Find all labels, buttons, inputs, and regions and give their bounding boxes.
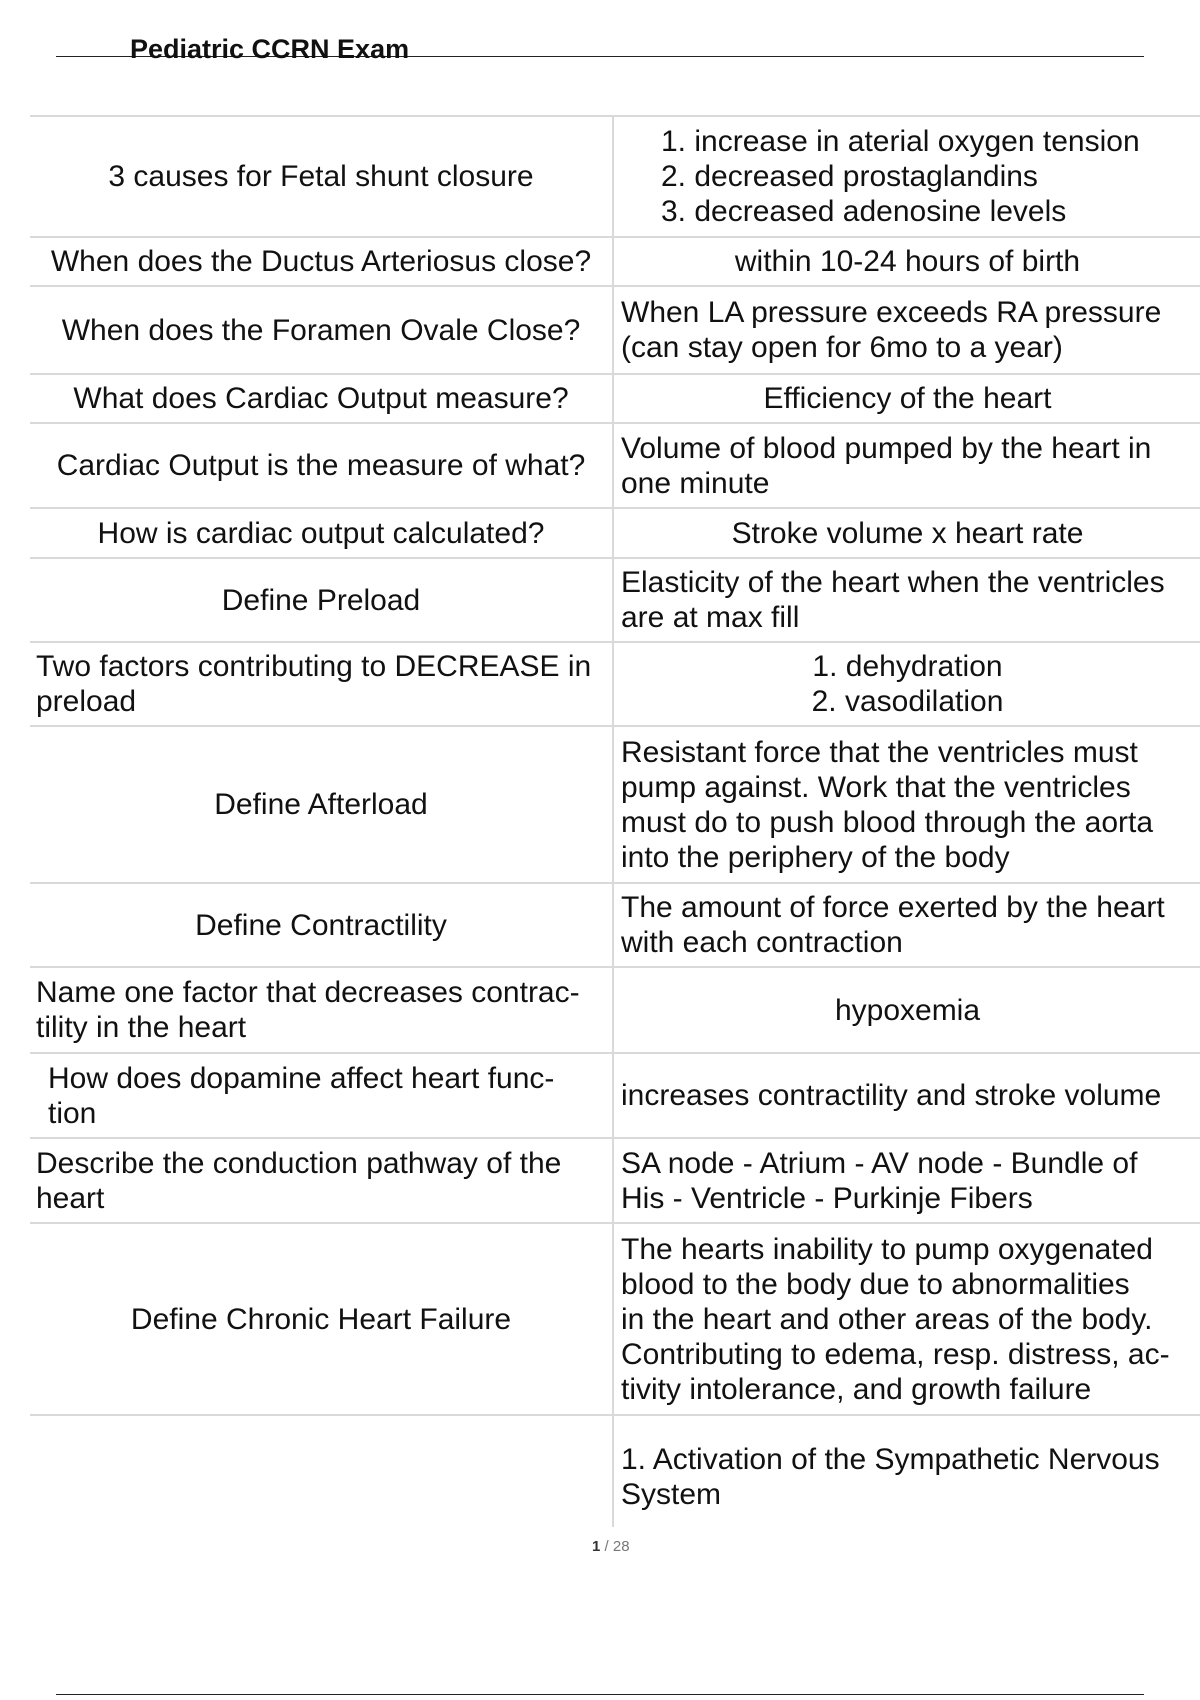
- table-row: [30, 507, 1200, 557]
- definition-line: Elasticity of the heart when the ventricles: [621, 566, 1165, 599]
- term-cell: Two factors contributing to DECREASE in preload: [30, 643, 614, 725]
- table-row: [30, 1222, 1200, 1414]
- term-cell: Define Chronic Heart Failure: [30, 1224, 614, 1414]
- table-row: [30, 557, 1200, 641]
- definition-line: 2. decreased prostaglandins: [661, 160, 1038, 193]
- term-cell: How is cardiac output calculated?: [30, 509, 614, 557]
- definition-line: tivity intolerance, and growth failure: [621, 1372, 1092, 1406]
- table-row: [30, 725, 1200, 882]
- page-header: [56, 28, 1144, 64]
- definition-cell: [614, 424, 1200, 507]
- page-total: / 28: [600, 1538, 630, 1555]
- definition-line: The amount of force exerted by the heart: [621, 891, 1165, 924]
- term-cell: How does dopamine affect heart func- tion: [30, 1054, 614, 1137]
- term-cell: 3 causes for Fetal shunt closure: [30, 117, 614, 236]
- definition-line: within 10-24 hours of birth: [734, 245, 1081, 278]
- term-cell: What does Cardiac Output measure?: [30, 375, 614, 422]
- definition-line: pump against. Work that the ventricles: [621, 770, 1131, 804]
- table-row: [30, 115, 1200, 236]
- term-cell: Describe the conduction pathway of the heart: [30, 1139, 614, 1222]
- definition-line: Resistant force that the ventricles must: [621, 735, 1138, 769]
- definition-cell: [614, 1054, 1200, 1137]
- definition-line: His - Ventricle - Purkinje Fibers: [621, 1181, 1033, 1215]
- definition-line: 3. decreased adenosine levels: [661, 195, 1067, 228]
- definition-line: The hearts inability to pump oxygenated: [621, 1232, 1153, 1266]
- table-row: [30, 285, 1200, 373]
- definition-line: Contributing to edema, resp. distress, ac-: [621, 1337, 1170, 1371]
- page-number: [592, 1538, 630, 1555]
- definition-line: Efficiency of the heart: [763, 382, 1052, 415]
- term-cell: Define Contractility: [30, 884, 614, 966]
- definition-line: 2. vasodilation: [811, 685, 1004, 718]
- definition-line: Stroke volume x heart rate: [731, 516, 1084, 550]
- definition-line: in the heart and other areas of the body.: [621, 1302, 1153, 1336]
- term-cell: When does the Ductus Arteriosus close?: [30, 238, 614, 285]
- term-cell: Name one factor that decreases contrac- tility in the heart: [30, 968, 614, 1052]
- definition-line: SA node - Atrium - AV node - Bundle of: [621, 1146, 1138, 1180]
- definition-line: hypoxemia: [834, 993, 981, 1027]
- definition-line: System: [621, 1478, 722, 1511]
- definition-cell: [614, 1416, 1200, 1527]
- definition-line: with each contraction: [621, 926, 903, 959]
- table-row: [30, 1414, 1200, 1527]
- definition-line: into the periphery of the body: [621, 840, 1010, 874]
- definition-cell: [614, 375, 1200, 422]
- term-cell: When does the Foramen Ovale Close?: [30, 287, 614, 373]
- page-current: 1: [592, 1538, 601, 1555]
- definition-cell: [614, 287, 1200, 373]
- definition-line: increases contractility and stroke volume: [621, 1079, 1162, 1112]
- term-cell: [30, 1416, 614, 1527]
- definition-cell: [614, 1224, 1200, 1414]
- definition-cell: [614, 238, 1200, 285]
- definition-line: blood to the body due to abnormalities: [621, 1267, 1130, 1301]
- definition-line: 1. increase in aterial oxygen tension: [661, 125, 1140, 158]
- definition-cell: [614, 884, 1200, 966]
- flashcard-table: [30, 115, 1200, 1527]
- definition-cell: [614, 1139, 1200, 1222]
- definition-cell: [614, 117, 1200, 236]
- table-row: [30, 373, 1200, 422]
- definition-line: (can stay open for 6mo to a year): [621, 331, 1063, 364]
- table-row: [30, 1137, 1200, 1222]
- definition-line: are at max fill: [621, 601, 800, 634]
- table-row: [30, 236, 1200, 285]
- definition-line: 1. Activation of the Sympathetic Nervous: [621, 1443, 1160, 1476]
- definition-cell: [614, 509, 1200, 557]
- table-row: [30, 1052, 1200, 1137]
- definition-cell: [614, 727, 1200, 882]
- definition-line: 1. dehydration: [812, 650, 1003, 683]
- definition-line: must do to push blood through the aorta: [621, 805, 1154, 839]
- table-row: [30, 641, 1200, 725]
- table-row: [30, 882, 1200, 966]
- definition-cell: [614, 559, 1200, 641]
- term-cell: Define Afterload: [30, 727, 614, 882]
- table-row: [30, 966, 1200, 1052]
- term-cell: Define Preload: [30, 559, 614, 641]
- footer-rule: [56, 1694, 1144, 1695]
- definition-line: Volume of blood pumped by the heart in: [621, 431, 1152, 465]
- document-title: Pediatric CCRN Exam: [130, 34, 410, 64]
- definition-line: When LA pressure exceeds RA pressure: [621, 296, 1162, 329]
- definition-line: one minute: [621, 466, 770, 500]
- definition-cell: [614, 643, 1200, 725]
- table-row: [30, 422, 1200, 507]
- term-cell: Cardiac Output is the measure of what?: [30, 424, 614, 507]
- definition-cell: [614, 968, 1200, 1052]
